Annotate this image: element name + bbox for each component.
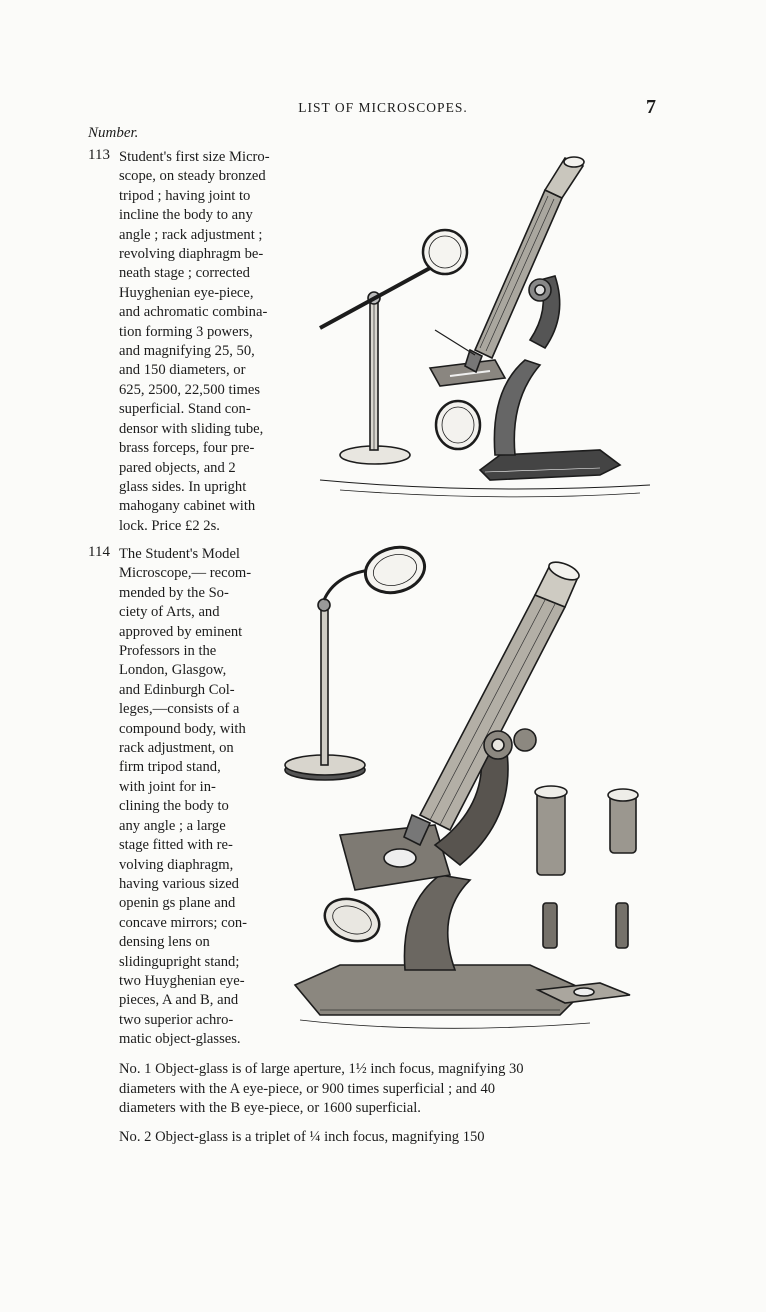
entry-description: Student's first size Micro- scope, on steady bronzed tripod ; having joint to incline the body to any angle ; rack adjustment ; revolving diaphragm be- neath stage ; corrected Huyghenian eye-piece, and achromatic combina- tion forming 3 powers, and magnifying 25, 50, and 150 diameters, or 625, 2500, 22,500 times superficial. Stand con- densor with sliding tube, brass forceps, four pre- pared objects, and 2 glass sides. In upright mahogany cabinet with lock. Price £2 2s. xyxy=(119,149,270,534)
object-glass-note: No. 1 Object-glass is of large aperture, 1½ inch focus, magnifying 30 diameters with the A eye-piece, or 900 times superficial ; and 40 diameters with the B eye-piece, or 1600 superficial. xyxy=(119,1061,524,1116)
microscope-113-illustration xyxy=(300,150,660,510)
entry-number: 113 xyxy=(88,147,110,163)
entry-description: The Student's Model Microscope,— recom- mended by the So- ciety of Arts, and approved by eminent Professors in the London, Glasgow, and Edinburgh Col- leges,—consists of a compound body, with rack adjustment, on firm tripod stand, with joint for in- clining the body to any angle ; a large stage fitted with re- volving diaphragm, having various sized openin gs plane and concave mirrors; con- densing lens on slidingupright stand; two Huyghenian eye- pieces, A and B, and two superior achro- matic object-glasses. xyxy=(119,546,252,1048)
page-number: 7 xyxy=(646,96,656,118)
object-glass-note: No. 2 Object-glass is a triplet of ¼ inch focus, magnifying 150 xyxy=(119,1129,485,1145)
running-header: LIST OF MICROSCOPES. xyxy=(298,100,468,115)
number-column-label: Number. xyxy=(88,125,139,141)
microscope-114-illustration xyxy=(260,545,660,1035)
entry-number: 114 xyxy=(88,544,110,560)
